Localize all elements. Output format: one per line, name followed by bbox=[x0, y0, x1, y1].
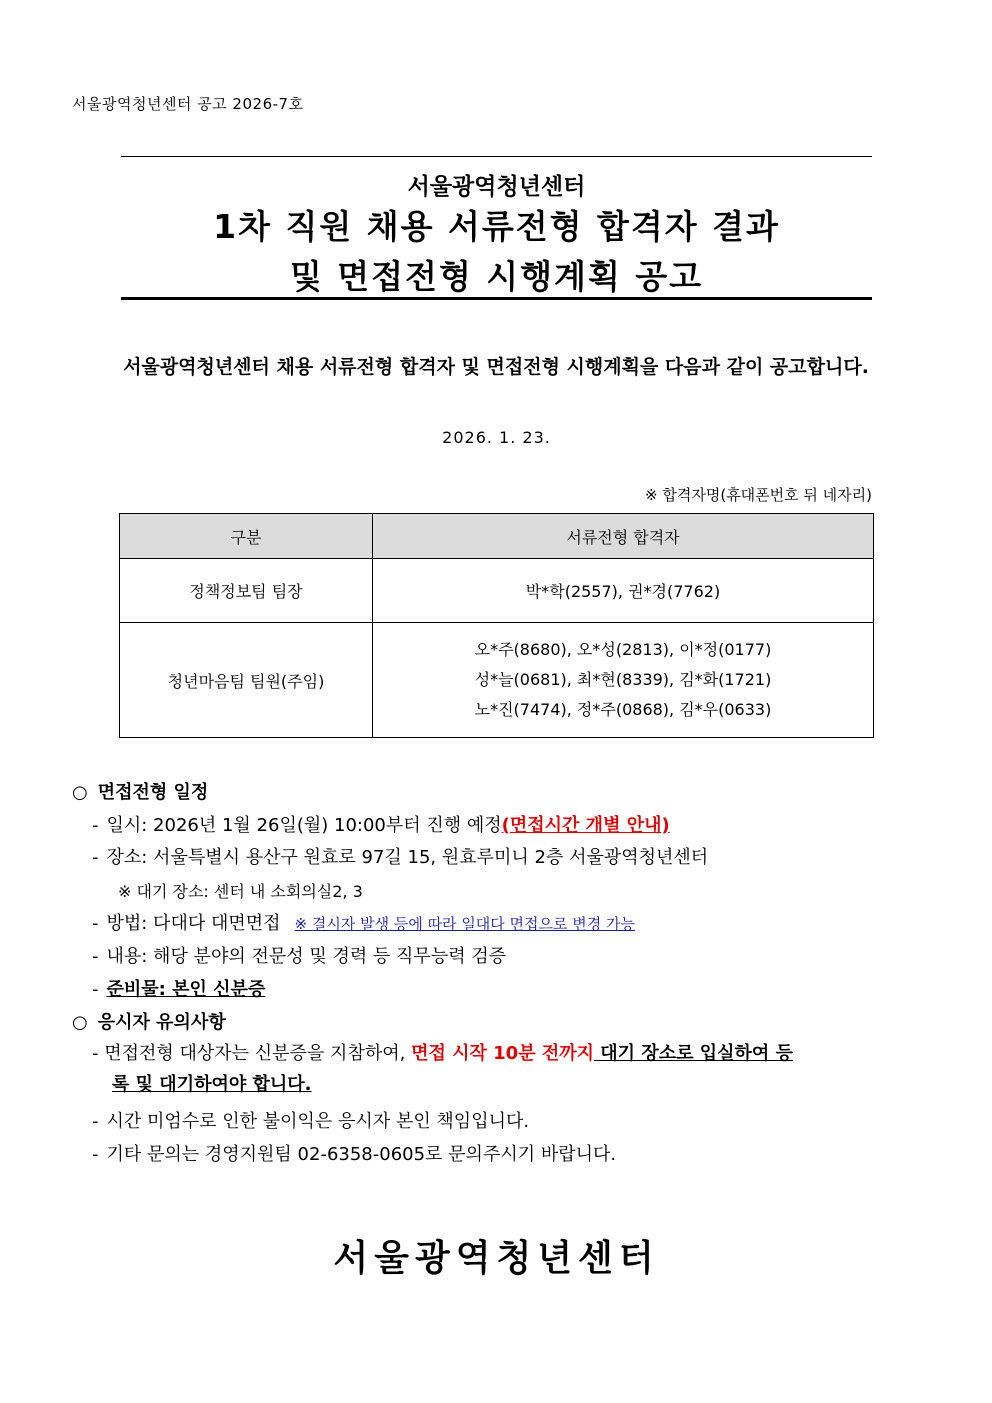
schedule-content bbox=[92, 942, 506, 968]
dash: - bbox=[92, 979, 99, 1000]
passers-line: 성*늘(0681), 최*현(8339), 김*화(1721) bbox=[474, 670, 772, 689]
note-2 bbox=[92, 1107, 529, 1133]
dash: - bbox=[92, 1144, 99, 1165]
prep-text: 준비물: 본인 신분증 bbox=[106, 979, 266, 1000]
announcement-date: 2026. 1. 23. bbox=[442, 428, 551, 447]
dash: - bbox=[92, 946, 99, 967]
schedule-prep bbox=[92, 975, 265, 1001]
table-row bbox=[120, 623, 874, 738]
table-row bbox=[120, 559, 874, 623]
dash: - bbox=[92, 815, 99, 836]
schedule-date bbox=[92, 811, 670, 837]
title-rule-bottom bbox=[121, 297, 872, 300]
note-3 bbox=[92, 1140, 616, 1166]
org-name: 서울광역청년센터 bbox=[407, 174, 586, 200]
row-passers bbox=[373, 623, 874, 738]
passers-line: 오*주(8680), 오*성(2813), 이*정(0177) bbox=[474, 640, 772, 659]
title-line-2: 및 면접전형 시행계획 공고 bbox=[289, 257, 704, 296]
table-note: ※ 합격자명(휴대폰번호 뒤 네자리) bbox=[645, 486, 872, 504]
date-text: 일시: 2026년 1월 26일(월) 10:00부터 진행 예정 bbox=[106, 815, 502, 836]
notice-number: 서울광역청년센터 공고 2026-7호 bbox=[72, 95, 304, 113]
note-1-highlight: 면접 시작 10분 전까지 bbox=[411, 1043, 595, 1064]
bullet-circle: ○ bbox=[72, 1012, 88, 1033]
intro-text: 서울광역청년센터 채용 서류전형 합격자 및 면접전형 시행계획을 다음과 같이 공고합니다. bbox=[123, 356, 869, 378]
header-category: 구분 bbox=[120, 514, 373, 559]
header-passers: 서류전형 합격자 bbox=[373, 514, 874, 559]
footer-org-name: 서울광역청년센터 bbox=[333, 1238, 660, 1279]
row-passers: 박*학(2557), 권*경(7762) bbox=[373, 559, 874, 623]
table-header-row bbox=[120, 514, 874, 559]
schedule-place bbox=[92, 843, 708, 869]
note-1-text-b: 대기 장소로 입실하여 등 bbox=[594, 1043, 793, 1064]
dash: - bbox=[92, 913, 99, 934]
method-note: ※ 결시자 발생 등에 따라 일대다 면접으로 변경 가능 bbox=[294, 915, 636, 933]
title-rule-top bbox=[121, 156, 872, 157]
row-category: 청년마음팀 팀원(주임) bbox=[120, 623, 373, 738]
section-schedule-title bbox=[72, 778, 208, 804]
result-table bbox=[119, 513, 874, 738]
place-text: 장소: 서울특별시 용산구 원효로 97길 15, 원효루미니 2층 서울광역청년센터 bbox=[106, 847, 709, 868]
method-text: 방법: 다대다 대면면접 bbox=[106, 913, 281, 934]
dash: - bbox=[92, 1043, 99, 1064]
waiting-room-note: ※ 대기 장소: 센터 내 소회의실2, 3 bbox=[118, 882, 363, 901]
dash: - bbox=[92, 847, 99, 868]
dash: - bbox=[92, 1111, 99, 1132]
section-title-text: 응시자 유의사항 bbox=[97, 1012, 226, 1033]
note-1 bbox=[92, 1038, 922, 1100]
note-3-text: 기타 문의는 경영지원팀 02-6358-0605로 문의주시기 바랍니다. bbox=[106, 1144, 617, 1165]
note-1-text-a: 면접전형 대상자는 신분증을 지참하여, bbox=[104, 1043, 412, 1064]
note-2-text: 시간 미엄수로 인한 불이익은 응시자 본인 책임입니다. bbox=[106, 1111, 530, 1132]
schedule-method bbox=[92, 909, 635, 935]
section-title-text: 면접전형 일정 bbox=[97, 782, 209, 803]
note-1-text-c: 록 및 대기하여야 합니다. bbox=[112, 1074, 312, 1095]
date-highlight: (면접시간 개별 안내) bbox=[501, 815, 670, 836]
bullet-circle: ○ bbox=[72, 782, 88, 803]
passers-line: 노*진(7474), 정*주(0868), 김*우(0633) bbox=[474, 700, 772, 719]
section-notes-title bbox=[72, 1008, 226, 1034]
row-category: 정책정보팀 팀장 bbox=[120, 559, 373, 623]
title-line-1: 1차 직원 채용 서류전형 합격자 결과 bbox=[213, 207, 780, 246]
content-text: 내용: 해당 분야의 전문성 및 경력 등 직무능력 검증 bbox=[106, 946, 507, 967]
